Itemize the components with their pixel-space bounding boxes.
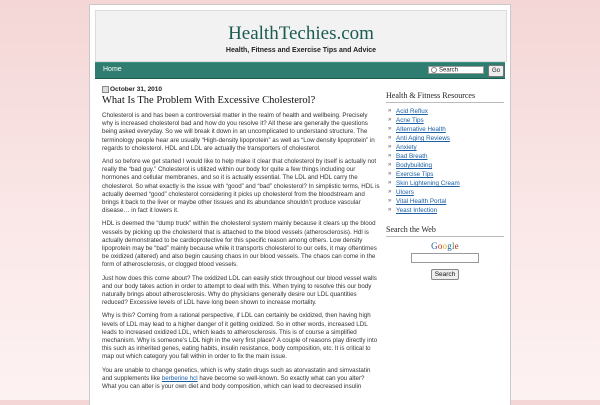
- search-web-title: Search the Web: [386, 225, 504, 237]
- post-paragraph: HDL is deemed the “dump truck” within the cholesterol system mainly because it clears up the blood vessels by picking up the cholesterol that is attached to the blood vessels (atherosclerosis). Hdl is actually demonstrated to be cardioprotective for this specific reason among others. Low density lipoprotein may be “bad” mainly because while it transports cholesterol to our cells, it may oftentimes be oxidized (altered) and also begin causing chaos in our blood vessels. The chaos can come in the form of atherosclerosis, or clogged blood vessels.: [102, 220, 377, 269]
- search-input-value: Search: [439, 67, 459, 74]
- calendar-icon: [102, 86, 109, 93]
- sidebar-link-label[interactable]: Ulcers: [396, 189, 414, 196]
- resources-list: [386, 107, 504, 215]
- sidebar-link[interactable]: [386, 107, 504, 116]
- post-paragraph: And so before we get started I would like to help make it clear that cholesterol by itself is actually not really the “bad guy.” Cholesterol is utilized within our body for quite a few things including our hormones and cellular membranes, and so it is actually essential. The LDL and HDL carry the cholesterol. So what exactly is the issue with “good” and “bad” cholesterol? In simplistic terms, HDL is actually deemed “good” cholesterol considering it picks up cholesterol from the bloodstream and brings it back to the liver or maybe other tissues and its abundance shouldn’t produce vascular disease… in fact it lowers it.: [102, 158, 380, 215]
- sidebar-link-label[interactable]: Yeast Infection: [396, 207, 438, 214]
- post-text: You are unable to change genetics, which is why statin drugs such as atorvastatin and simvastatin and supplements like: [102, 366, 371, 382]
- sidebar-link[interactable]: [386, 170, 504, 179]
- site-header: [95, 10, 507, 62]
- sidebar-link-label[interactable]: Exercise Tips: [396, 171, 434, 178]
- sidebar-link-label[interactable]: Bad Breath: [396, 153, 428, 160]
- post-text: have become so well-known. So exactly what can you alter? What you can alter is your own diet and body composition, which can lead to decreased insulin: [102, 374, 365, 391]
- sidebar-link-label[interactable]: Alternative Health: [396, 126, 446, 133]
- post-title[interactable]: What Is The Problem With Excessive Cholesterol?: [102, 95, 316, 106]
- google-logo: Google: [431, 241, 459, 251]
- post-paragraph: Just how does this come about? The oxidized LDL can easily stick throughout our blood vessel walls and our body takes action in order to attempt to deal with this. When trying to resolve this our body naturally brings about atherosclerosis. Why do physicians generally desire our LDL quantities reduced? Excessive levels of LDL have long been shown to increase mortality.: [102, 274, 377, 307]
- sidebar-link[interactable]: [386, 188, 504, 197]
- post-paragraph: Why is this? Coming from a rational perspective, if LDL can certainly be oxidized, then having high levels of LDL may lead to a higher danger of it getting oxidized. So in other words, increased LDL leads to increased oxidized LDL, which leads to atherosclerosis. This is of course a simplified mechanism. Why is someone’s LDL high in the very first place? A couple of reasons play directly into this such as inherited genes, eating habits, insulin resistance, body composition, etc. It is critical to map out which category you fall within in order to fix the main issue.: [102, 312, 378, 361]
- sidebar-link[interactable]: [386, 206, 504, 215]
- post-date-text: October 31, 2010: [110, 86, 163, 93]
- nav-home-link[interactable]: Home: [103, 66, 122, 73]
- main-content: [102, 85, 380, 396]
- sidebar-link-label[interactable]: Anxiety: [396, 144, 417, 151]
- sidebar-link-label[interactable]: Skin Lightening Cream: [396, 180, 460, 187]
- go-button[interactable]: Go: [488, 65, 504, 77]
- site-title[interactable]: HealthTechies.com: [228, 23, 374, 44]
- sidebar-link[interactable]: [386, 152, 504, 161]
- berberine-link[interactable]: berberine hcl: [161, 374, 198, 382]
- google-search-input[interactable]: [411, 253, 479, 263]
- sidebar-link[interactable]: [386, 125, 504, 134]
- post-paragraph-last: [102, 367, 380, 392]
- sidebar-link[interactable]: [386, 116, 504, 125]
- sidebar-link-label[interactable]: Acid Reflux: [396, 108, 428, 115]
- sidebar-link[interactable]: [386, 179, 504, 188]
- google-search: [386, 241, 504, 281]
- sidebar-link-label[interactable]: Bodybuilding: [396, 162, 433, 169]
- sidebar-link[interactable]: [386, 197, 504, 206]
- sidebar-link-label[interactable]: Vital Health Portal: [396, 198, 447, 205]
- sidebar-link[interactable]: [386, 143, 504, 152]
- search-input[interactable]: [428, 66, 484, 74]
- post-date: [102, 85, 380, 94]
- site-description: Health, Fitness and Exercise Tips and Advice: [225, 47, 377, 54]
- page-frame: [89, 4, 511, 405]
- nav-bar: [95, 62, 505, 79]
- sidebar-link-label[interactable]: Anti Aging Reviews: [396, 135, 450, 142]
- sidebar-link[interactable]: [386, 134, 504, 143]
- sidebar: [386, 91, 504, 281]
- sidebar-link[interactable]: [386, 161, 504, 170]
- resources-title: Health & Fitness Resources: [386, 91, 504, 103]
- sidebar-link-label[interactable]: Acne Tips: [396, 117, 424, 124]
- post-paragraph: Cholesterol is and has been a controversial matter in the realm of health and wellbeing. Precisely why is increased cholesterol bad and how do you resolve it? All these are generally the questions being asked everyday. So we will break it down in an uncomplicated to understand structure. The terminology people hear are usually “High-density lipoprotein” as well as “Low density lipoprotein” in regards to cholesterol. HDL and LDL are actually the transporters of cholesterol.: [102, 112, 375, 152]
- google-search-button[interactable]: Search: [431, 269, 460, 280]
